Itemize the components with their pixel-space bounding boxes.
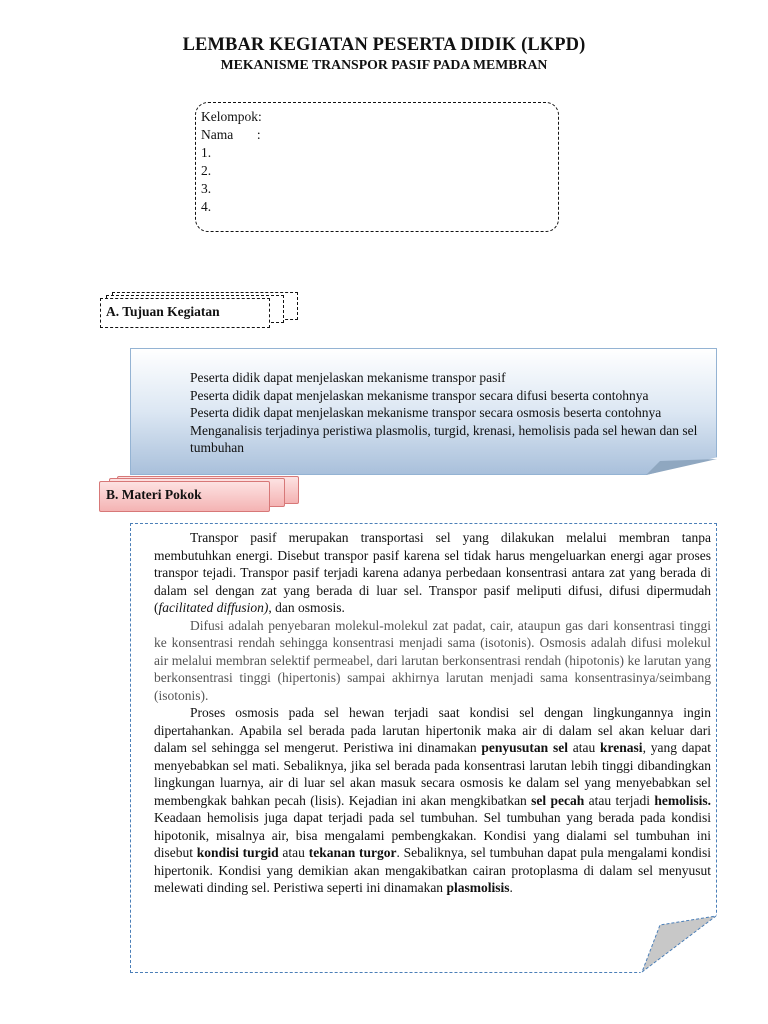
italic-term: facilitated diffusion) [158,600,269,615]
goal-item: Peserta didik dapat menjelaskan mekanisme transpor secara difusi beserta contohnya [190,387,649,403]
page-subtitle: MEKANISME TRANSPOR PASIF PADA MEMBRAN [220,57,548,72]
bold-term: sel pecah [531,792,585,808]
page-curl-corner [640,915,718,975]
paragraph-text: Transpor pasif merupakan transportasi sel yang dilakukan melalui membran tanpa membutuhkan energi. Disebut transpor pasif karena sel tidak harus mengeluarkan energi agar proses transpor tejadi. Transpor pasif terjadi karena adanya perbedaan konsentrasi antara zat yang berada di dalam sel dengan zat yang berada di luar sel. Transpor pasif meliputi difusi, difusi dipermudah ( [154,530,711,615]
goals-box-fold [640,458,718,476]
section-a-heading: A. Tujuan Kegiatan [100,298,270,328]
paragraph-text: Difusi adalah penyebaran molekul-molekul zat padat, cair, ataupun gas dari konsentrasi tinggi ke konsentrasi rendah sehingga konsentrasi menjadi sama (isotonis). Osmosis adalah difusi molekul air melalui membran selektif permeabel, dari larutan berkonsentrasi rendah (hipotonis) ke larutan yang berkonsentrasi tinggi (hipertonis) sampai akhirnya larutan menjadi sama konsentrasinya/seimbang (isotonis). [154,617,711,703]
goal-item: Peserta didik dapat menjelaskan mekanisme transpor secara osmosis beserta contohnya [190,405,662,421]
goal-item: Menganalisis terjadinya peristiwa plasmolis, turgid, krenasi, hemolisis pada sel hewan dan sel tumbuhan [190,422,698,456]
paragraph-text: atau [278,845,309,860]
group-identity-box [195,102,559,232]
paragraph-text: atau [567,740,601,755]
member-line-2: 2. [201,163,212,178]
material-text [154,529,711,897]
bold-term: penyusutan sel [481,740,568,755]
member-line-1: 1. [201,145,212,160]
paragraph-text: atau terjadi [584,792,655,808]
bold-term: krenasi [600,740,643,755]
learning-goals-list [190,369,714,457]
bold-term: plasmolisis [446,880,510,895]
paragraph-text: Proses osmosis pada sel hewan terjadi saat kondisi sel dengan lingkungannya ingin dipertahankan. Apabila sel berada pada larutan hipertonik maka air di dalam sel akan keluar dari dalam sel sehingga sel mengerut. Peristiwa ini dinamakan [154,705,711,755]
member-line-3: 3. [201,181,212,196]
member-line-4: 4. [201,199,212,214]
nama-label: Nama : [201,127,261,142]
bold-term: hemolisis. [654,792,711,808]
material-paragraph [154,617,711,705]
paragraph-text: , yang dapat menyebabkan sel mati. Sebaliknya, jika sel berada pada konsentrasi larutan lebih tinggi dibandingkan lingkungan luarnya, air di luar sel akan masuk secara osmosis ke dalam sel yang menyebabkan sel membengkak bahkan pecah (lisis). Kejadian ini akan mengkibatkan [154,740,711,808]
bold-term: kondisi turgid [196,845,279,860]
kelompok-label: Kelompok: [201,109,262,124]
bold-term: tekanan turgor [308,845,397,860]
section-b-heading: B. Materi Pokok [99,481,270,512]
paragraph-text: , dan osmosis. [268,600,345,615]
page-title: LEMBAR KEGIATAN PESERTA DIDIK (LKPD) [182,35,586,55]
goal-item: Peserta didik dapat menjelaskan mekanisme transpor pasif [190,370,506,385]
paragraph-text: . [509,880,513,895]
material-paragraph [154,529,711,617]
paragraph-text: . Sebaliknya, sel tumbuhan dapat pula mengalami kondisi hipertonik. Kondisi yang demikian akan mengakibatkan cairan protoplasma di dalam sel menyusut melewati dinding sel. Peristiwa seperti ini dinamakan [154,845,711,895]
paragraph-text: Keadaan hemolisis juga dapat terjadi pada sel tumbuhan. Sel tumbuhan yang berada pada kondisi hipotonik, misalnya air, bisa mengalami pembengkakan. Kondisi yang dialami sel tumbuhan ini disebut [154,810,711,860]
material-paragraph [154,704,711,897]
